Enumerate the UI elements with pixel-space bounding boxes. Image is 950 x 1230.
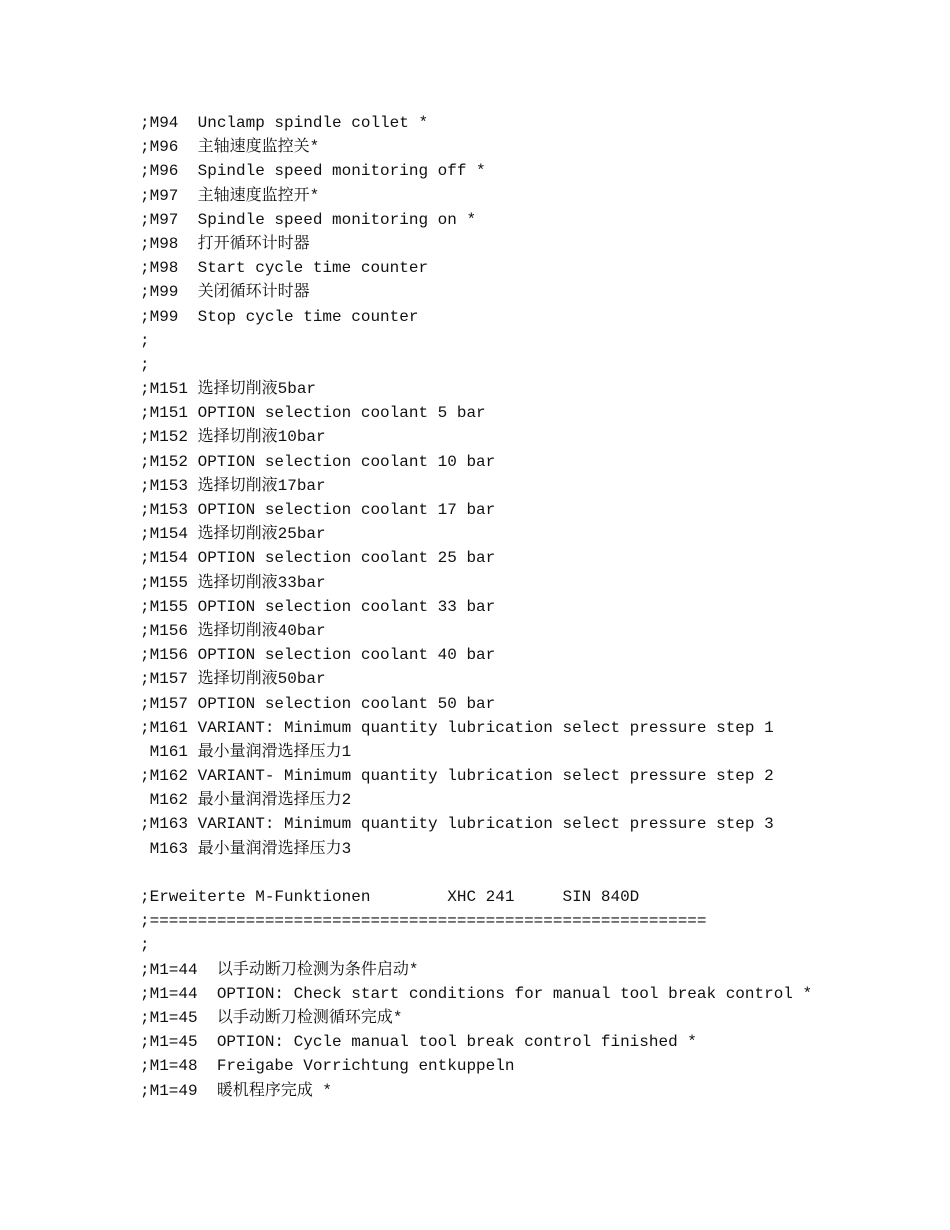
code-line: ; xyxy=(140,331,150,350)
code-line: ;M155 选择切削液33bar xyxy=(140,573,326,592)
code-line: ;M1=44 OPTION: Check start conditions for manual tool break control * xyxy=(140,984,813,1003)
code-line: ;M97 主轴速度监控开* xyxy=(140,186,320,205)
code-line: ; xyxy=(140,355,150,374)
code-line: ;M96 主轴速度监控关* xyxy=(140,138,320,157)
code-line: ;M96 Spindle speed monitoring off * xyxy=(140,162,486,181)
code-line: ;M98 打开循环计时器 xyxy=(140,234,310,253)
code-line: ;M161 VARIANT: Minimum quantity lubrication select pressure step 1 xyxy=(140,718,774,737)
code-line: ;M163 VARIANT: Minimum quantity lubrication select pressure step 3 xyxy=(140,815,774,834)
code-line: ;M156 OPTION selection coolant 40 bar xyxy=(140,646,496,665)
code-line: ;M99 Stop cycle time counter xyxy=(140,307,419,326)
code-line: ;M98 Start cycle time counter xyxy=(140,259,429,278)
code-line: ;M1=48 Freigabe Vorrichtung entkuppeln xyxy=(140,1057,515,1076)
code-line xyxy=(140,861,930,885)
code-line: ;M1=49 暖机程序完成 * xyxy=(140,1081,333,1100)
code-line: ;M152 选择切削液10bar xyxy=(140,428,326,447)
code-line: ; xyxy=(140,936,150,955)
code-line: ;M156 选择切削液40bar xyxy=(140,621,326,640)
code-line: ;Erweiterte M-Funktionen XHC 241 SIN 840D xyxy=(140,888,640,906)
code-line: ;M157 OPTION selection coolant 50 bar xyxy=(140,694,496,713)
code-listing xyxy=(140,111,930,1103)
code-line: M161 最小量润滑选择压力1 xyxy=(140,742,352,761)
code-line: ;========================================================== xyxy=(140,912,707,931)
code-line: ;M157 选择切削液50bar xyxy=(140,670,326,689)
code-line: ;M162 VARIANT- Minimum quantity lubrication select pressure step 2 xyxy=(140,767,774,786)
code-line: ;M1=45 OPTION: Cycle manual tool break control finished * xyxy=(140,1033,697,1052)
code-line: ;M155 OPTION selection coolant 33 bar xyxy=(140,597,496,616)
code-line: ;M1=45 以手动断刀检测循环完成* xyxy=(140,1008,403,1027)
code-line: ;M153 选择切削液17bar xyxy=(140,476,326,495)
code-line: ;M1=44 以手动断刀检测为条件启动* xyxy=(140,960,419,979)
code-line: ;M152 OPTION selection coolant 10 bar xyxy=(140,452,496,471)
code-line: ;M153 OPTION selection coolant 17 bar xyxy=(140,501,496,519)
code-line: ;M99 关闭循环计时器 xyxy=(140,283,310,302)
code-line: ;M154 选择切削液25bar xyxy=(140,525,326,544)
code-line: ;M151 OPTION selection coolant 5 bar xyxy=(140,404,486,423)
code-line: ;M151 选择切削液5bar xyxy=(140,380,317,399)
code-line: ;M97 Spindle speed monitoring on * xyxy=(140,210,477,229)
code-line: ;M94 Unclamp spindle collet * xyxy=(140,114,429,132)
code-line: M163 最小量润滑选择压力3 xyxy=(140,839,352,858)
code-line: M162 最小量润滑选择压力2 xyxy=(140,791,352,810)
code-line: ;M154 OPTION selection coolant 25 bar xyxy=(140,549,496,568)
